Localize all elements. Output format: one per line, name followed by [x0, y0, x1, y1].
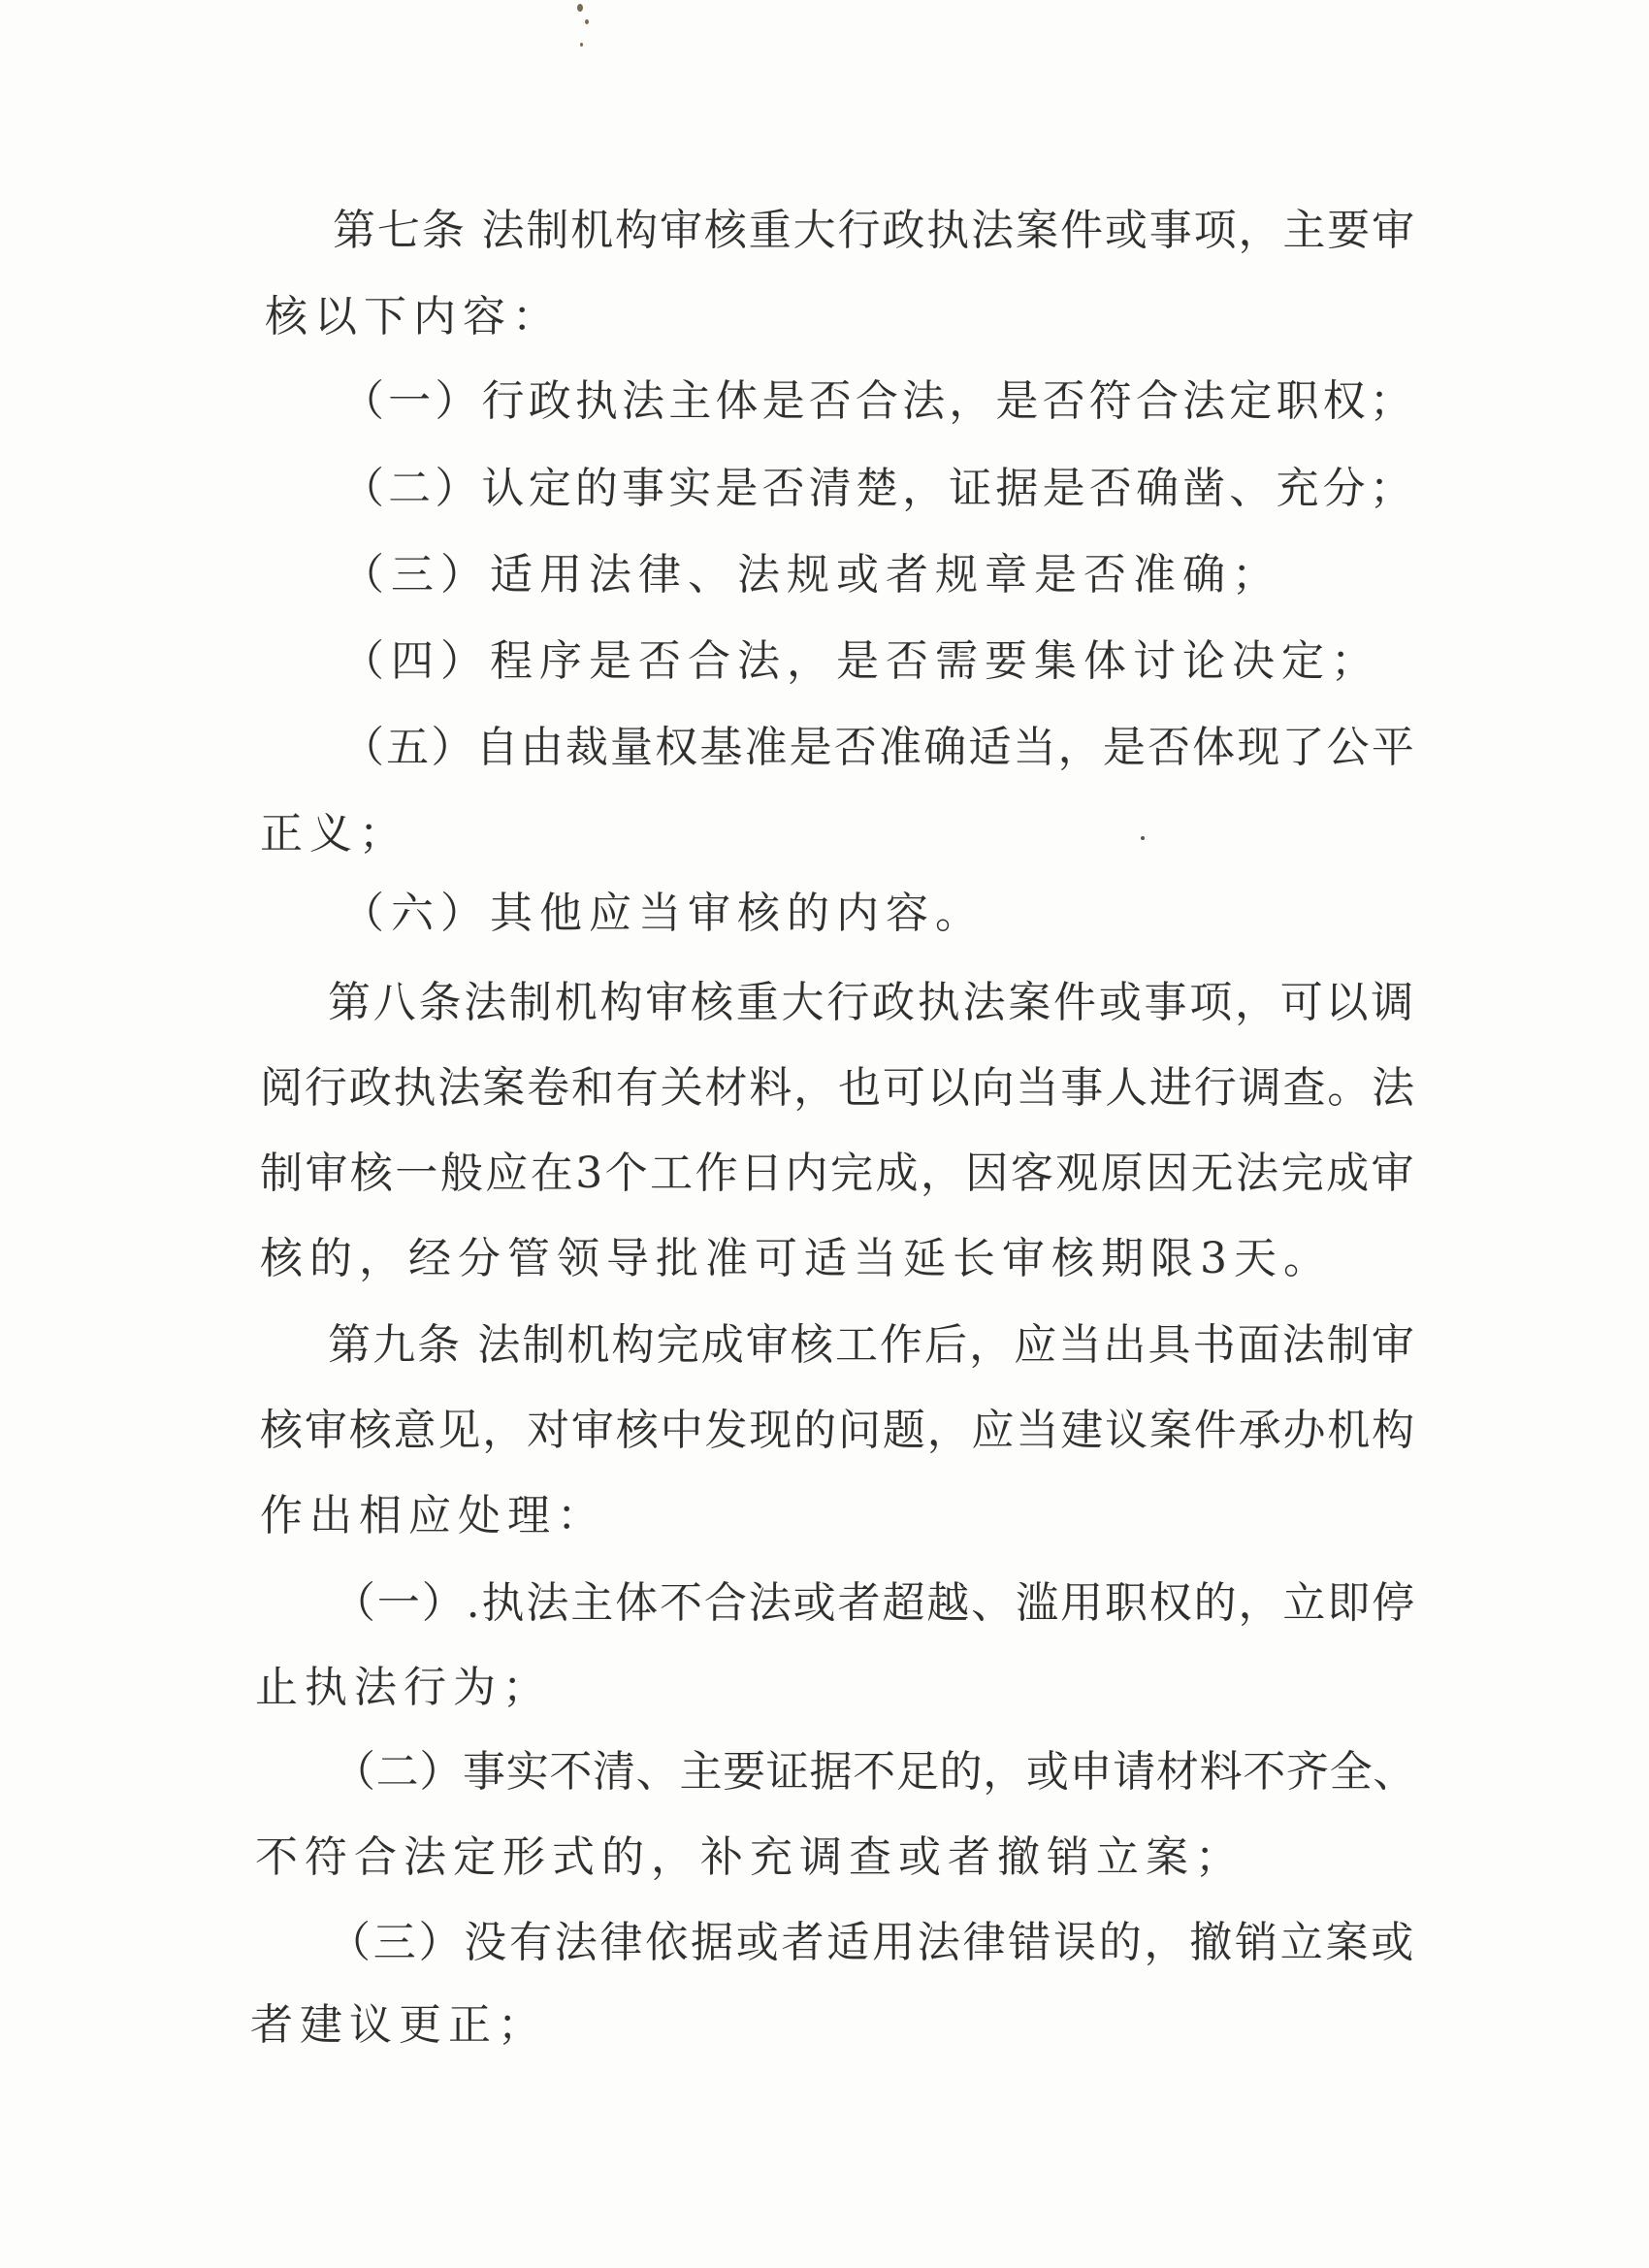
- article-9-item-2-line-1: （二）事实不清、主要证据不足的，或申请材料不齐全、: [333, 1747, 1416, 1797]
- article-7-heading-line-1: 第七条 法制机构审核重大行政执法案件或事项，主要审: [333, 206, 1416, 255]
- scan-speck: [1141, 836, 1145, 840]
- article-7-item-6: （六）其他应当审核的内容。: [341, 889, 985, 938]
- article-8-line-2: 阅行政执法案卷和有关材料，也可以向当事人进行调查。法: [260, 1063, 1416, 1113]
- article-7-heading-line-2: 核以下内容：: [265, 292, 562, 341]
- article-9-line-2: 核审核意见，对审核中发现的问题，应当建议案件承办机构: [260, 1406, 1416, 1455]
- article-7-item-2: （二）认定的事实是否清楚，证据是否确凿、充分；: [341, 464, 1416, 513]
- article-9-item-3-line-2: 者建议更正；: [250, 2000, 547, 2050]
- article-9-item-2-line-2: 不符合法定形式的，补充调查或者撤销立案；: [255, 1832, 1245, 1882]
- scan-speck: [580, 43, 583, 47]
- article-8-line-4: 核的，经分管领导批准可适当延长审核期限3天。: [260, 1234, 1333, 1283]
- article-9-line-3: 作出相应处理：: [260, 1491, 606, 1540]
- article-7-item-5-line-2: 正义；: [260, 809, 408, 859]
- article-7-item-4: （四）程序是否合法，是否需要集体讨论决定；: [341, 636, 1380, 686]
- article-7-item-1: （一）行政执法主体是否合法，是否符合法定职权；: [341, 376, 1416, 426]
- scan-speck: [577, 4, 583, 12]
- article-8-line-3: 制审核一般应在3个工作日内完成，因客观原因无法完成审: [260, 1149, 1416, 1198]
- article-8-line-1: 第八条法制机构审核重大行政执法案件或事项，可以调: [328, 978, 1416, 1027]
- article-7-item-3: （三）适用法律、法规或者规章是否准确；: [341, 550, 1281, 599]
- article-9-item-3-line-1: （三）没有法律依据或者适用法律错误的，撤销立案或: [328, 1918, 1416, 1967]
- article-9-item-1-line-1: （一）.执法主体不合法或者超越、滥用职权的，立即停: [333, 1578, 1416, 1628]
- article-7-item-5-line-1: （五）自由裁量权基准是否准确适当，是否体现了公平: [341, 723, 1416, 772]
- article-9-item-1-line-2: 止执法行为；: [255, 1663, 552, 1712]
- scan-speck: [585, 19, 589, 24]
- article-9-line-1: 第九条 法制机构完成审核工作后，应当出具书面法制审: [328, 1320, 1416, 1370]
